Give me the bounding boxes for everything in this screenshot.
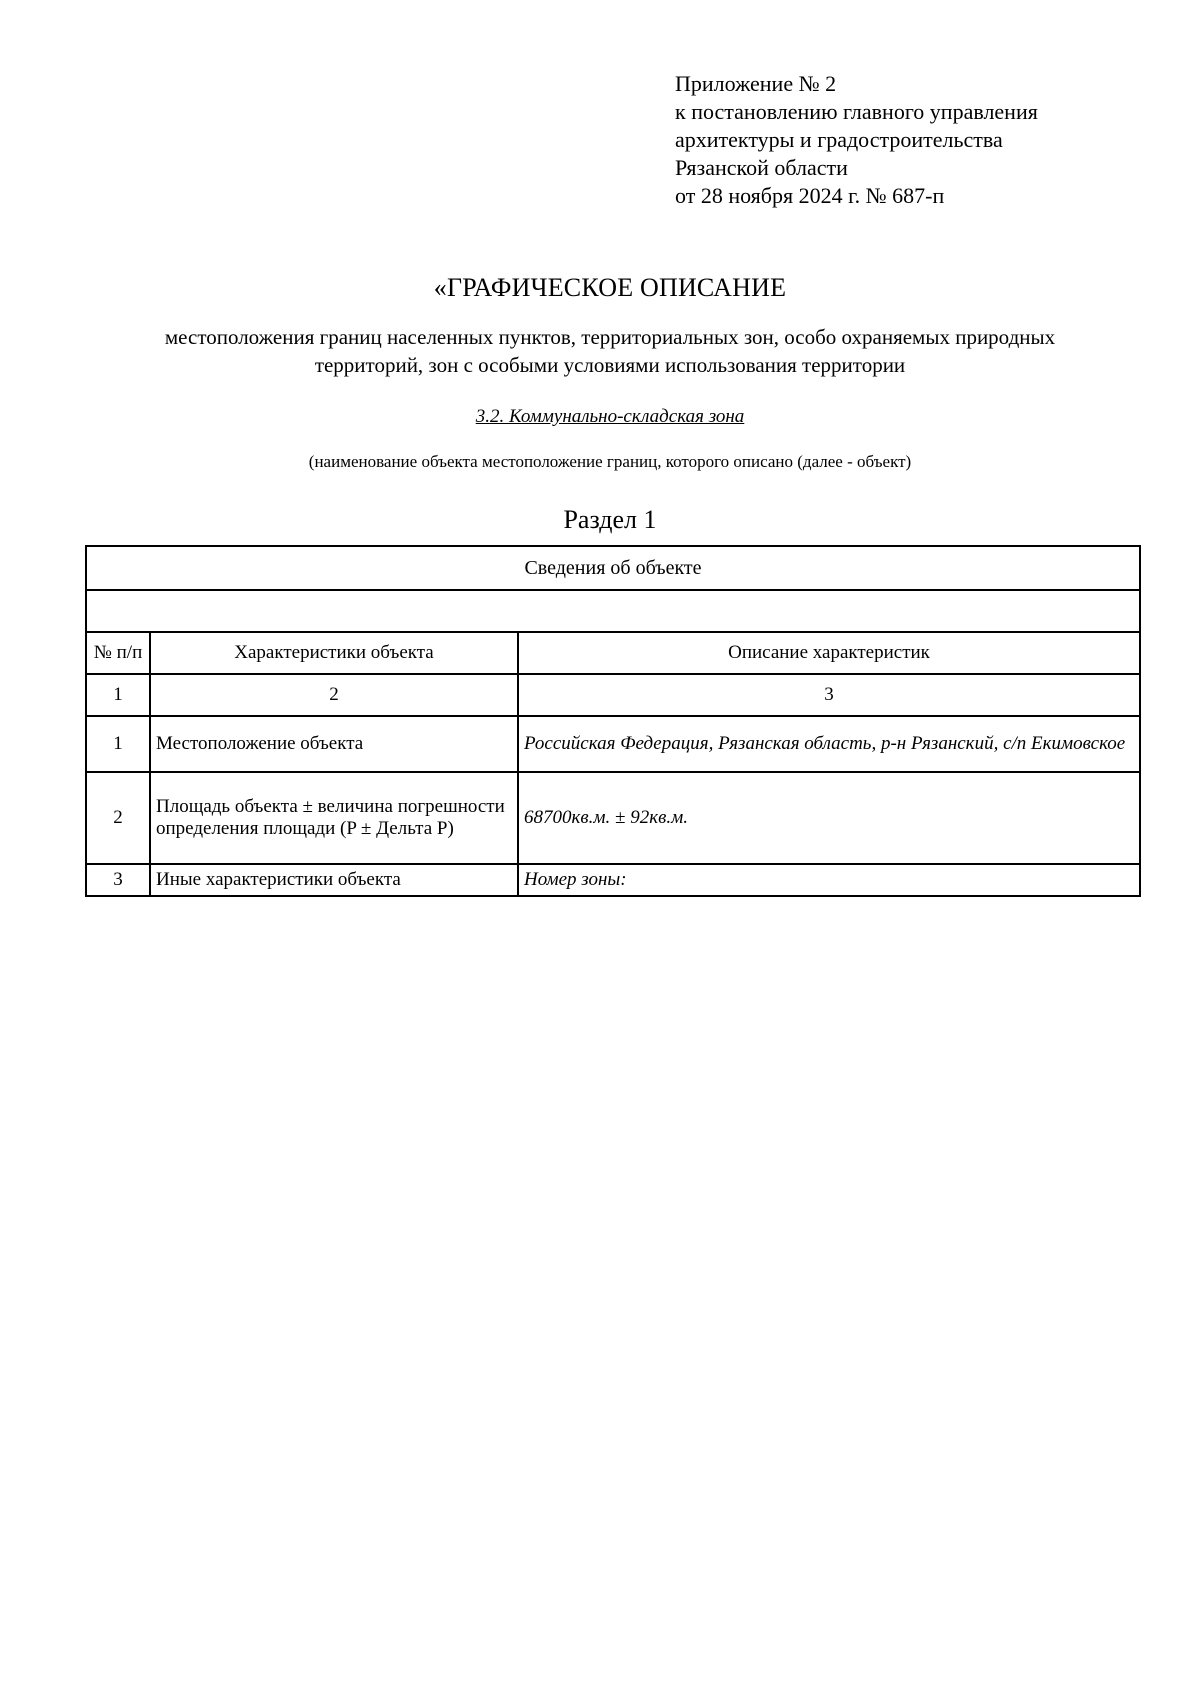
subtitle-line: территорий, зон с особыми условиями использования территории <box>314 353 906 377</box>
appendix-line: архитектуры и градостроительства <box>675 127 1003 152</box>
index-cell: 3 <box>518 674 1140 716</box>
header-characteristic: Характеристики объекта <box>150 632 518 674</box>
appendix-line: от 28 ноября 2024 г. № 687-п <box>675 183 945 208</box>
index-cell: 1 <box>86 674 150 716</box>
row-description: Российская Федерация, Рязанская область, р-н Рязанский, с/п Екимовское <box>518 716 1140 772</box>
row-description: Номер зоны: <box>518 864 1140 896</box>
row-num: 3 <box>86 864 150 896</box>
index-cell: 2 <box>150 674 518 716</box>
object-name <box>0 406 1200 428</box>
subtitle-line: местоположения границ населенных пунктов, территориальных зон, особо охраняемых природных <box>164 325 1056 349</box>
appendix-header <box>675 70 1038 210</box>
section-title: Раздел 1 <box>563 505 657 534</box>
table-caption: Сведения об объекте <box>86 546 1140 590</box>
object-name-text: 3.2. Коммунально-складская зона <box>475 406 745 427</box>
table-row <box>86 864 1140 896</box>
row-characteristic: Местоположение объекта <box>150 716 518 772</box>
table-row <box>86 772 1140 864</box>
appendix-line: Рязанской области <box>675 155 848 180</box>
table-empty-row <box>86 590 1140 632</box>
row-characteristic: Иные характеристики объекта <box>150 864 518 896</box>
row-characteristic: Площадь объекта ± величина погрешности определения площади (P ± Дельта P) <box>150 772 518 864</box>
header-description: Описание характеристик <box>518 632 1140 674</box>
row-description: 68700кв.м. ± 92кв.м. <box>518 772 1140 864</box>
header-num: № п/п <box>86 632 150 674</box>
appendix-line: Приложение № 2 <box>675 71 837 96</box>
table-row <box>86 716 1140 772</box>
row-num: 2 <box>86 772 150 864</box>
appendix-line: к постановлению главного управления <box>675 99 1038 124</box>
document-subtitle <box>80 323 1140 379</box>
row-num: 1 <box>86 716 150 772</box>
object-info-table <box>85 545 1141 897</box>
object-name-hint: (наименование объекта местоположение границ, которого описано (далее - объект) <box>308 452 912 471</box>
document-title: «ГРАФИЧЕСКОЕ ОПИСАНИЕ <box>433 273 787 302</box>
